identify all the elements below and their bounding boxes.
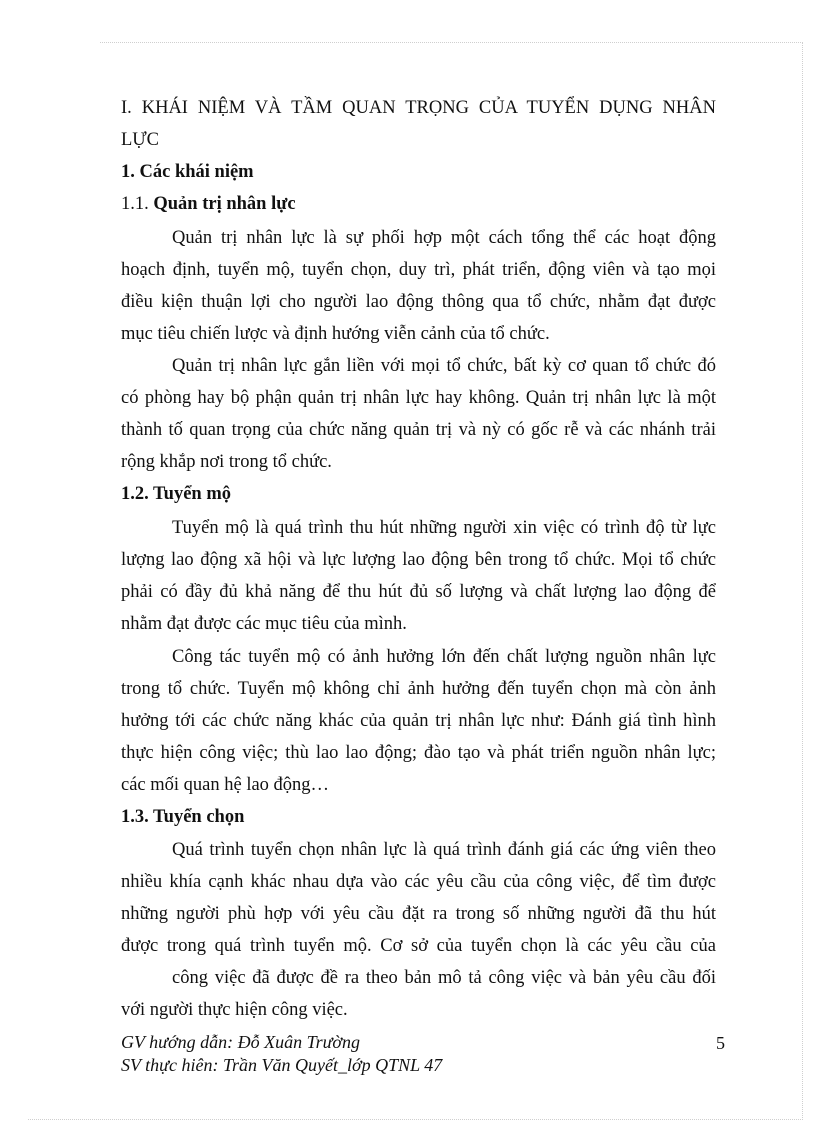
page-border-right [802, 42, 803, 1120]
footer-student: SV thực hiên: Trần Văn Quyết_lớp QTNL 47 [121, 1055, 443, 1075]
subheading-1-1 [121, 188, 296, 220]
paragraph-line: công việc đã được đề ra theo bản mô tả công việc và bản yêu cầu đối [172, 968, 716, 988]
subheading-1-1-number: 1.1. [121, 194, 154, 214]
subheading-1-2: 1.2. Tuyển mộ [121, 484, 232, 504]
paragraph-line: nhiều khía cạnh khác nhau dựa vào các yêu cầu của công việc, để tìm được [121, 872, 716, 892]
paragraph-line: được trong quá trình tuyển mộ. Cơ sở của tuyển chọn là các yêu cầu của [121, 936, 716, 956]
paragraph-line: nhằm đạt được các mục tiêu của mình. [121, 614, 407, 634]
paragraph-line: có phòng hay bộ phận quản trị nhân lực hay không. Quản trị nhân lực là một [121, 388, 716, 408]
footer-advisor: GV hướng dẫn: Đỗ Xuân Trường [121, 1032, 361, 1052]
paragraph-line: thành tố quan trọng của chức năng quản trị và nỳ có gốc rễ và các nhánh trải [121, 420, 716, 440]
subheading-1: 1. Các khái niệm [121, 162, 254, 182]
paragraph-line: trong tổ chức. Tuyển mộ không chỉ ảnh hưởng đến tuyển chọn mà còn ảnh [121, 679, 716, 699]
subheading-1-1-title: Quản trị nhân lực [153, 194, 296, 214]
paragraph-line: Quản trị nhân lực là sự phối hợp một cách tổng thể các hoạt động [172, 228, 716, 248]
paragraph-line: rộng khắp nơi trong tổ chức. [121, 452, 332, 472]
paragraph-line: Quá trình tuyển chọn nhân lực là quá trình đánh giá các ứng viên theo [172, 840, 716, 860]
section-heading-cont: LỰC [121, 130, 159, 150]
paragraph-line: hoạch định, tuyển mộ, tuyển chọn, duy trì, phát triển, động viên và tạo mọi [121, 260, 716, 280]
paragraph-line: hưởng tới các chức năng khác của quản trị nhân lực như: Đánh giá tình hình [121, 711, 716, 731]
paragraph-line: phải có đầy đủ khả năng để thu hút đủ số lượng và chất lượng lao động để [121, 582, 716, 602]
page-number: 5 [716, 1033, 725, 1053]
paragraph-line: Tuyển mộ là quá trình thu hút những người xin việc có trình độ từ lực [172, 518, 716, 538]
paragraph-line: các mối quan hệ lao động… [121, 775, 330, 795]
page-border-top [100, 42, 803, 43]
paragraph-line: điều kiện thuận lợi cho người lao động thông qua tổ chức, nhằm đạt được [121, 292, 716, 312]
paragraph-line: những người phù hợp với yêu cầu đặt ra trong số những người đã thu hút [121, 904, 716, 924]
paragraph-line: mục tiêu chiến lược và định hướng viễn cảnh của tổ chức. [121, 324, 550, 344]
subheading-1-3: 1.3. Tuyển chọn [121, 807, 245, 827]
paragraph-line: Quản trị nhân lực gắn liền với mọi tổ chức, bất kỳ cơ quan tổ chức đó [172, 356, 716, 376]
paragraph-line: lượng lao động xã hội và lực lượng lao động bên trong tổ chức. Mọi tổ chức [121, 550, 716, 570]
section-heading: I. KHÁI NIỆM VÀ TẦM QUAN TRỌNG CỦA TUYỂN DỤNG NHÂN [121, 98, 716, 118]
page-border-bottom [28, 1119, 803, 1120]
paragraph-line: thực hiện công việc; thù lao lao động; đào tạo và phát triển nguồn nhân lực; [121, 743, 716, 763]
paragraph-line: với người thực hiện công việc. [121, 1000, 348, 1020]
paragraph-line: Công tác tuyển mộ có ảnh hưởng lớn đến chất lượng nguồn nhân lực [172, 647, 716, 667]
